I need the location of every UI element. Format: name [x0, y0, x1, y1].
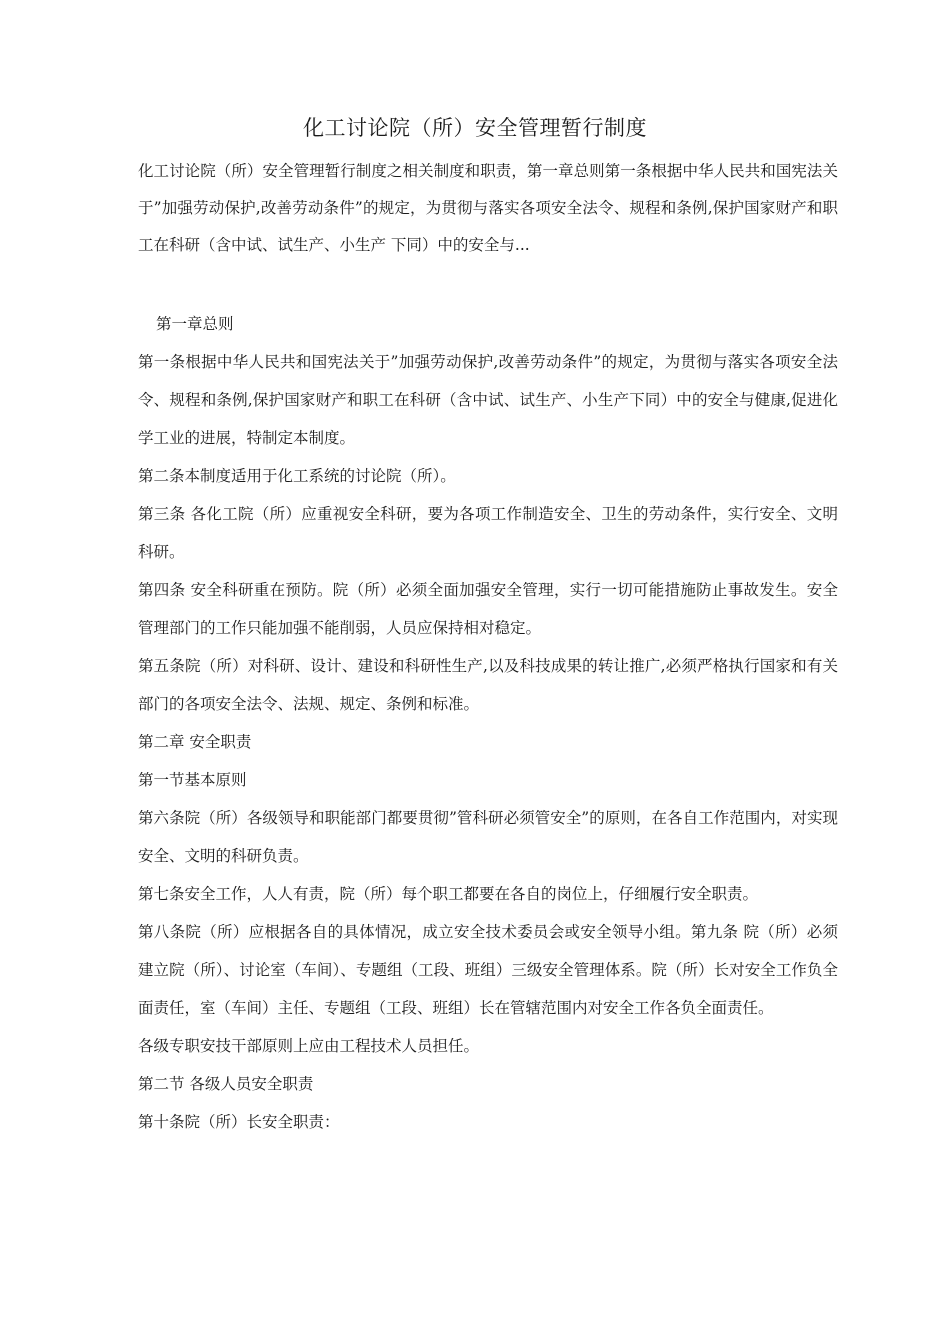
article-paragraph: 第七条安全工作，人人有责，院（所）每个职工都要在各自的岗位上，仔细履行安全职责。	[138, 885, 759, 903]
article-paragraph: 第三条 各化工院（所）应重视安全科研，要为各项工作制造安全、卫生的劳动条件，实行安全、文明科研。	[138, 505, 838, 561]
document-body	[138, 305, 838, 1141]
document-abstract: 化工讨论院（所）安全管理暂行制度之相关制度和职责，第一章总则第一条根据中华人民共和国宪法关于”加强劳动保护,改善劳动条件”的规定，为贯彻与落实各项安全法令、规程和条例,保护国家财产和职工在科研（含中试、试生产、小生产 下同）中的安全与...	[138, 162, 838, 254]
chapter-heading: 第二章 安全职责	[138, 733, 252, 751]
article-paragraph: 第一条根据中华人民共和国宪法关于”加强劳动保护,改善劳动条件”的规定，为贯彻与落实各项安全法令、规程和条例,保护国家财产和职工在科研（含中试、试生产、小生产下同）中的安全与健康,促进化学工业的进展，特制定本制度。	[138, 353, 838, 447]
article-paragraph: 第四条 安全科研重在预防。院（所）必须全面加强安全管理，实行一切可能措施防止事故发生。安全管理部门的工作只能加强不能削弱，人员应保持相对稳定。	[138, 581, 838, 637]
article-paragraph: 第十条院（所）长安全职责：	[138, 1113, 340, 1131]
section-heading: 第二节 各级人员安全职责	[138, 1075, 314, 1093]
section-heading: 第一节基本原则	[138, 771, 247, 789]
chapter-heading: 第一章总则	[156, 315, 234, 333]
document-title: 化工讨论院（所）安全管理暂行制度	[303, 116, 647, 140]
article-paragraph: 第二条本制度适用于化工系统的讨论院（所）。	[138, 467, 456, 485]
article-paragraph: 第八条院（所）应根据各自的具体情况，成立安全技术委员会或安全领导小组。第九条 院（所）必须建立院（所）、讨论室（车间）、专题组（工段、班组）三级安全管理体系。院（所）长对安全工作负全面责任，室（车间）主任、专题组（工段、班组）长在管辖范围内对安全工作各负全面责任。	[138, 923, 838, 1017]
article-paragraph: 第六条院（所）各级领导和职能部门都要贯彻”管科研必须管安全”的原则，在各自工作范围内，对实现安全、文明的科研负责。	[138, 809, 838, 865]
article-paragraph: 第五条院（所）对科研、设计、建设和科研性生产,以及科技成果的转让推广,必须严格执行国家和有关部门的各项安全法令、法规、规定、条例和标准。	[138, 657, 838, 713]
article-paragraph: 各级专职安技干部原则上应由工程技术人员担任。	[138, 1037, 480, 1055]
